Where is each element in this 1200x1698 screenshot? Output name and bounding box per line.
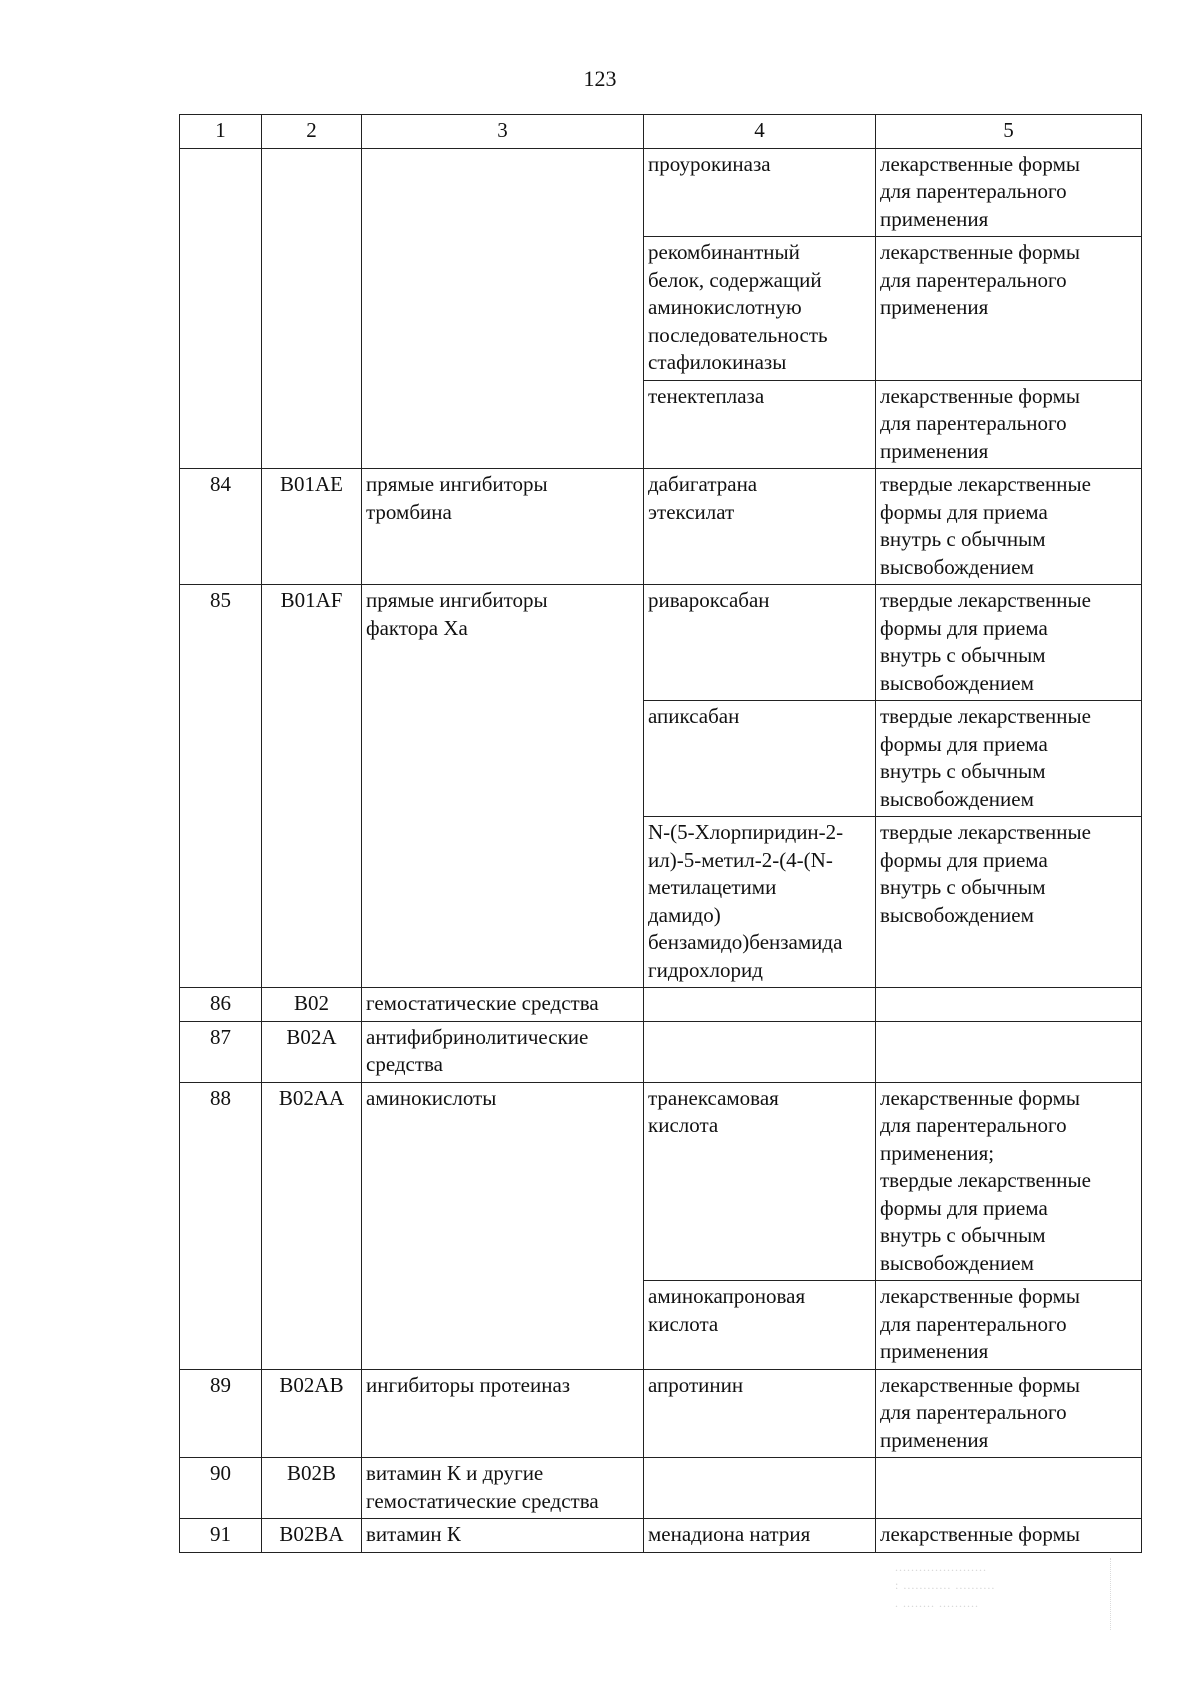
cell-text-line: твердые лекарственные bbox=[880, 472, 1091, 496]
cell-text-line: витамин К и другие bbox=[366, 1461, 544, 1485]
table-row bbox=[180, 988, 1142, 1022]
group-name-cell bbox=[362, 1082, 644, 1369]
cell-text-line: внутрь с обычным bbox=[880, 875, 1046, 899]
cell-text-line: антифибринолитические bbox=[366, 1024, 589, 1049]
drug-name-cell bbox=[644, 237, 876, 381]
drug-name-cell bbox=[644, 817, 876, 988]
cell-text-line: применения bbox=[880, 438, 989, 463]
cell-text-line: гидрохлорид bbox=[648, 957, 763, 982]
dosage-form-cell bbox=[876, 1082, 1142, 1281]
cell-text-line: формы для приема bbox=[880, 499, 1048, 524]
dosage-form-cell bbox=[876, 1458, 1142, 1519]
cell-text-line: внутрь с обычным bbox=[880, 643, 1046, 667]
atc-code-cell: B02AB bbox=[262, 1369, 362, 1458]
cell-text-line: для парентерального bbox=[880, 411, 1067, 435]
dosage-form-cell bbox=[876, 148, 1142, 237]
cell-text-line: ил)-5-метил-2-(4-(N- bbox=[648, 847, 833, 872]
table-header-row bbox=[180, 115, 1142, 149]
dosage-form-cell bbox=[876, 1519, 1142, 1553]
cell-text-line: аминокапроновая bbox=[648, 1284, 806, 1308]
cell-text-line: применения; bbox=[880, 1140, 995, 1165]
drug-name-cell bbox=[644, 1281, 876, 1370]
drug-name-cell bbox=[644, 1021, 876, 1082]
cell-text-line: белок, содержащий bbox=[648, 267, 822, 292]
cell-text-line: для парентерального bbox=[880, 267, 1067, 292]
cell-text-line: для парентерального bbox=[880, 1311, 1067, 1336]
atc-code-cell: B01AF bbox=[262, 585, 362, 988]
header-col-3: 3 bbox=[362, 115, 644, 149]
drug-name-cell bbox=[644, 1082, 876, 1281]
drug-name-cell bbox=[644, 988, 876, 1022]
drug-name-cell bbox=[644, 380, 876, 469]
header-col-5: 5 bbox=[876, 115, 1142, 149]
group-name-cell bbox=[362, 1369, 644, 1458]
row-number-cell: 88 bbox=[180, 1082, 262, 1369]
header-col-2: 2 bbox=[262, 115, 362, 149]
cell-text-line: гемостатические средства bbox=[366, 991, 599, 1015]
row-number-cell: 90 bbox=[180, 1458, 262, 1519]
cell-text-line: гемостатические средства bbox=[366, 1488, 599, 1513]
cell-text-line: высвобождением bbox=[880, 670, 1034, 695]
cell-text-line: прямые ингибиторы bbox=[366, 588, 548, 612]
table-row bbox=[180, 1519, 1142, 1553]
table-row bbox=[180, 1369, 1142, 1458]
cell-text-line: средства bbox=[366, 1052, 444, 1076]
cell-text-line: рекомбинантный bbox=[648, 240, 800, 264]
cell-text-line: лекарственные формы bbox=[880, 1522, 1080, 1546]
cell-text-line: витамин К bbox=[366, 1522, 461, 1546]
cell-text-line: формы для приема bbox=[880, 731, 1048, 756]
cell-text-line: лекарственные формы bbox=[880, 383, 1080, 408]
dosage-form-cell bbox=[876, 585, 1142, 701]
cell-text-line: лекарственные формы bbox=[880, 1372, 1080, 1397]
cell-text-line: применения bbox=[880, 206, 989, 231]
row-number-cell: 84 bbox=[180, 469, 262, 585]
dosage-form-cell bbox=[876, 1369, 1142, 1458]
cell-text-line: транексамовая bbox=[648, 1085, 779, 1110]
atc-code-cell: B02A bbox=[262, 1021, 362, 1082]
row-number-cell: 87 bbox=[180, 1021, 262, 1082]
cell-text-line: кислота bbox=[648, 1113, 719, 1137]
atc-code-cell: B02AA bbox=[262, 1082, 362, 1369]
cell-text-line: применения bbox=[880, 295, 989, 319]
cell-text-line: тенектеплаза bbox=[648, 383, 765, 408]
cell-text-line: ингибиторы протеиназ bbox=[366, 1372, 571, 1397]
cell-text-line: метилацетими bbox=[648, 875, 777, 899]
cell-text-line: лекарственные формы bbox=[880, 1284, 1080, 1308]
dosage-form-cell bbox=[876, 701, 1142, 817]
cell-text-line: внутрь с обычным bbox=[880, 1223, 1046, 1247]
cell-text-line: лекарственные формы bbox=[880, 1085, 1080, 1110]
cell-text-line: твердые лекарственные bbox=[880, 588, 1091, 612]
cell-text-line: формы для приема bbox=[880, 847, 1048, 872]
cell-text-line: высвобождением bbox=[880, 554, 1034, 579]
header-col-4: 4 bbox=[644, 115, 876, 149]
dosage-form-cell bbox=[876, 237, 1142, 381]
atc-code-cell: B02B bbox=[262, 1458, 362, 1519]
group-name-cell bbox=[362, 1519, 644, 1553]
cell-text-line: тромбина bbox=[366, 499, 452, 524]
atc-code-cell: B02 bbox=[262, 988, 362, 1022]
table-row bbox=[180, 469, 1142, 585]
cell-text-line: кислота bbox=[648, 1311, 719, 1336]
group-name-cell bbox=[362, 585, 644, 988]
group-name-cell bbox=[362, 469, 644, 585]
atc-code-cell: B01AE bbox=[262, 469, 362, 585]
page-number: 123 bbox=[583, 66, 617, 91]
cell-text-line: применения bbox=[880, 1339, 989, 1363]
header-col-1: 1 bbox=[180, 115, 262, 149]
drug-name-cell bbox=[644, 585, 876, 701]
dosage-form-cell bbox=[876, 1281, 1142, 1370]
cell-text-line: дабигатрана bbox=[648, 472, 758, 496]
cell-text-line: дамидо) bbox=[648, 902, 721, 927]
drug-name-cell bbox=[644, 701, 876, 817]
cell-text-line: твердые лекарственные bbox=[880, 820, 1091, 844]
cell-text-line: менадиона натрия bbox=[648, 1522, 811, 1546]
cell-text-line: внутрь с обычным bbox=[880, 527, 1046, 551]
cell-text-line: высвобождением bbox=[880, 1250, 1034, 1275]
table-row bbox=[180, 1021, 1142, 1082]
row-number-cell: 89 bbox=[180, 1369, 262, 1458]
cell-text-line: этексилат bbox=[648, 499, 735, 524]
cell-text-line: прямые ингибиторы bbox=[366, 472, 548, 496]
cell-text-line: формы для приема bbox=[880, 615, 1048, 640]
row-number-cell: 91 bbox=[180, 1519, 262, 1553]
dosage-form-cell bbox=[876, 469, 1142, 585]
group-name-cell bbox=[362, 988, 644, 1022]
drug-name-cell bbox=[644, 1369, 876, 1458]
group-name-cell bbox=[362, 1021, 644, 1082]
cell-text-line: проурокиназа bbox=[648, 151, 771, 176]
cell-text-line: применения bbox=[880, 1427, 989, 1452]
dosage-form-cell bbox=[876, 1021, 1142, 1082]
atc-code-cell bbox=[262, 148, 362, 469]
row-number-cell: 85 bbox=[180, 585, 262, 988]
faded-stamp: ....................... : ............ .......... . ........ .......... bbox=[895, 1558, 1111, 1630]
cell-text-line: последовательность bbox=[648, 322, 828, 347]
dosage-form-cell bbox=[876, 817, 1142, 988]
row-number-cell: 86 bbox=[180, 988, 262, 1022]
drug-name-cell bbox=[644, 1458, 876, 1519]
group-name-cell bbox=[362, 148, 644, 469]
cell-text-line: для парентерального bbox=[880, 179, 1067, 203]
cell-text-line: лекарственные формы bbox=[880, 240, 1080, 264]
cell-text-line: N-(5-Хлорпиридин-2- bbox=[648, 820, 844, 844]
table-row bbox=[180, 1458, 1142, 1519]
table-row bbox=[180, 585, 1142, 701]
row-number-cell bbox=[180, 148, 262, 469]
cell-text-line: апиксабан bbox=[648, 704, 740, 728]
cell-text-line: лекарственные формы bbox=[880, 151, 1080, 176]
drug-name-cell bbox=[644, 1519, 876, 1553]
cell-text-line: для парентерального bbox=[880, 1400, 1067, 1424]
drug-list-table bbox=[179, 114, 1142, 1553]
group-name-cell bbox=[362, 1458, 644, 1519]
cell-text-line: стафилокиназы bbox=[648, 350, 787, 374]
drug-name-cell bbox=[644, 148, 876, 237]
cell-text-line: твердые лекарственные bbox=[880, 704, 1091, 728]
atc-code-cell: B02BA bbox=[262, 1519, 362, 1553]
drug-name-cell bbox=[644, 469, 876, 585]
dosage-form-cell bbox=[876, 380, 1142, 469]
cell-text-line: аминокислотную bbox=[648, 295, 802, 319]
cell-text-line: твердые лекарственные bbox=[880, 1168, 1091, 1192]
cell-text-line: высвобождением bbox=[880, 902, 1034, 927]
cell-text-line: ривароксабан bbox=[648, 588, 770, 612]
cell-text-line: высвобождением bbox=[880, 786, 1034, 811]
table-row bbox=[180, 148, 1142, 237]
dosage-form-cell bbox=[876, 988, 1142, 1022]
table-row bbox=[180, 1082, 1142, 1281]
cell-text-line: для парентерального bbox=[880, 1113, 1067, 1137]
cell-text-line: бензамидо)бензамида bbox=[648, 930, 843, 954]
cell-text-line: фактора Xa bbox=[366, 615, 468, 640]
cell-text-line: аминокислоты bbox=[366, 1085, 497, 1110]
cell-text-line: формы для приема bbox=[880, 1195, 1048, 1220]
cell-text-line: внутрь с обычным bbox=[880, 759, 1046, 783]
cell-text-line: апротинин bbox=[648, 1372, 744, 1397]
